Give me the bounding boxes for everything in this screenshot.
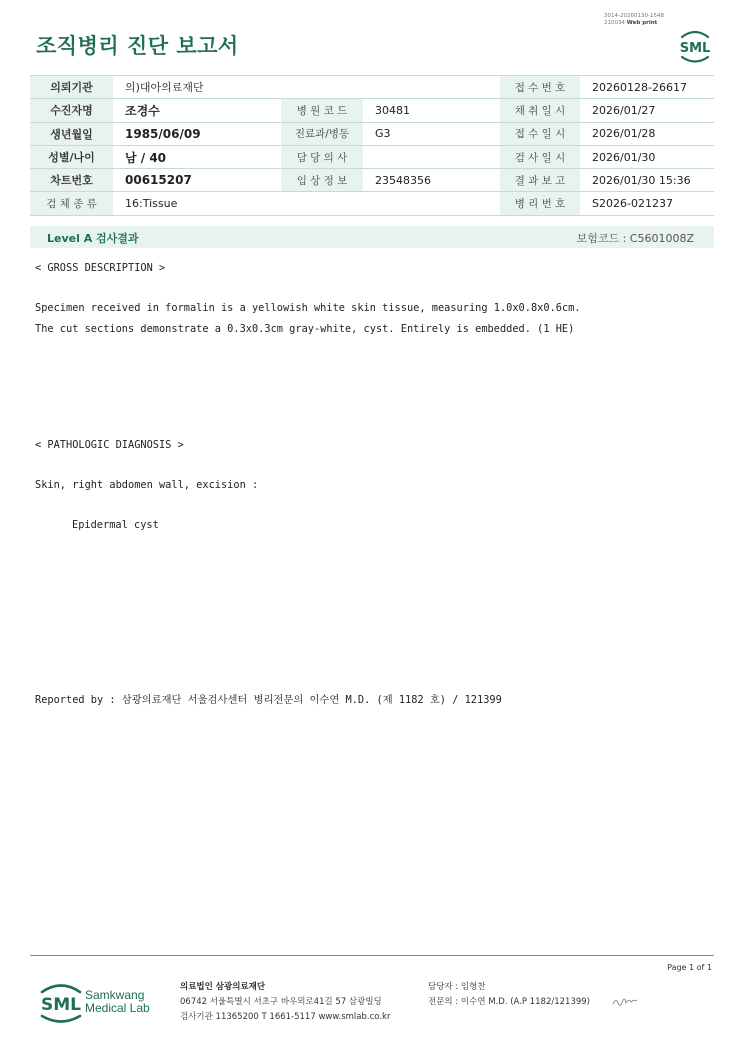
empty-cell bbox=[281, 192, 363, 215]
print-id: 3014-20260130-1548 bbox=[604, 13, 664, 19]
label-hospital-code: 병 원 코 드 bbox=[281, 99, 363, 122]
result-level: Level A 검사결과 bbox=[47, 232, 139, 245]
label-specimen-type: 검 체 종 류 bbox=[30, 192, 113, 215]
table-row bbox=[30, 145, 714, 168]
value-specimen-type: 16:Tissue bbox=[113, 192, 281, 215]
table-row bbox=[30, 99, 714, 122]
value-requesting-institution: 의)대아의료재단 bbox=[113, 76, 281, 99]
empty-cell bbox=[363, 76, 500, 99]
sml-logo-text: SML bbox=[679, 41, 711, 56]
value-hospital-code: 30481 bbox=[363, 99, 500, 122]
print-mode: Web print bbox=[626, 20, 658, 26]
print-meta bbox=[604, 13, 664, 27]
value-chart-number: 00615207 bbox=[113, 169, 281, 192]
value-attending-doctor bbox=[363, 145, 500, 168]
reported-by: Reported by : 삼광의료재단 서울검사센터 병리전문의 이수연 M.D. (제 1182 호) / 121399 bbox=[35, 694, 502, 706]
organization-name: 의료법인 삼광의료재단 bbox=[180, 982, 266, 992]
sml-footer-logo-icon bbox=[38, 980, 84, 1026]
label-collection-date: 채 취 일 시 bbox=[500, 99, 580, 122]
table-row bbox=[30, 122, 714, 145]
label-received-date: 접 수 일 시 bbox=[500, 122, 580, 145]
value-received-date: 2026/01/28 bbox=[580, 122, 714, 145]
gross-line-1: Specimen received in formalin is a yellowish white skin tissue, measuring 1.0x0.8x0.6cm. bbox=[35, 302, 581, 314]
staff-name: 임형찬 bbox=[460, 982, 486, 992]
company-name bbox=[85, 989, 150, 1015]
label-sex-age: 성별/나이 bbox=[30, 145, 113, 168]
staff-info bbox=[428, 980, 590, 1010]
gross-heading: < GROSS DESCRIPTION > bbox=[35, 262, 166, 274]
organization-address: 06742 서울특별시 서초구 바우뫼로41길 57 삼광빌딩 bbox=[180, 997, 382, 1007]
label-clinical-info: 임 상 정 보 bbox=[281, 169, 363, 192]
table-row bbox=[30, 76, 714, 99]
organization-info bbox=[180, 980, 390, 1025]
table-row bbox=[30, 192, 714, 215]
insurance-code: 보험코드 : C5601008Z bbox=[576, 232, 694, 245]
value-sex-age: 남 / 40 bbox=[113, 145, 281, 168]
label-patient-name: 수진자명 bbox=[30, 99, 113, 122]
label-birth-date: 생년월일 bbox=[30, 122, 113, 145]
label-department-ward: 진료과/병동 bbox=[281, 122, 363, 145]
value-department-ward: G3 bbox=[363, 122, 500, 145]
value-birth-date: 1985/06/09 bbox=[113, 122, 281, 145]
company-line-2: Medical Lab bbox=[85, 1001, 150, 1015]
label-pathology-number: 병 리 번 호 bbox=[500, 192, 580, 215]
print-time: 210034 bbox=[604, 20, 625, 26]
diagnosis-heading: < PATHOLOGIC DIAGNOSIS > bbox=[35, 439, 184, 451]
value-test-date: 2026/01/30 bbox=[580, 145, 714, 168]
sml-footer-logo-text: SML bbox=[41, 995, 81, 1015]
specialist-label: 전문의 : bbox=[428, 997, 459, 1007]
patient-info-table bbox=[30, 75, 714, 216]
organization-contact: 검사기관 11365200 T 1661-5117 www.smlab.co.kr bbox=[180, 1012, 391, 1022]
label-requesting-institution: 의뢰기관 bbox=[30, 76, 113, 99]
label-result-report: 결 과 보 고 bbox=[500, 169, 580, 192]
label-attending-doctor: 담 당 의 사 bbox=[281, 145, 363, 168]
company-line-1: Samkwang bbox=[85, 988, 145, 1002]
value-accession-number: 20260128-26617 bbox=[580, 76, 714, 99]
label-test-date: 검 사 일 시 bbox=[500, 145, 580, 168]
value-patient-name: 조경수 bbox=[113, 99, 281, 122]
report-title: 조직병리 진단 보고서 bbox=[36, 34, 239, 58]
result-level-bar bbox=[30, 226, 714, 248]
label-accession-number: 접 수 번 호 bbox=[500, 76, 580, 99]
page-number: Page 1 of 1 bbox=[667, 963, 712, 972]
specialist-name: 이수연 M.D. (A.P 1182/121399) bbox=[460, 997, 590, 1007]
value-pathology-number: S2026-021237 bbox=[580, 192, 714, 215]
empty-cell bbox=[363, 192, 500, 215]
footer-divider bbox=[30, 955, 714, 956]
table-row bbox=[30, 169, 714, 192]
empty-cell bbox=[281, 76, 363, 99]
sml-logo-icon bbox=[676, 28, 714, 66]
value-clinical-info: 23548356 bbox=[363, 169, 500, 192]
gross-line-2: The cut sections demonstrate a 0.3x0.3cm gray-white, cyst. Entirely is embedded. (1 HE) bbox=[35, 323, 575, 335]
value-collection-date: 2026/01/27 bbox=[580, 99, 714, 122]
diagnosis-site: Skin, right abdomen wall, excision : bbox=[35, 479, 259, 491]
diagnosis-result: Epidermal cyst bbox=[72, 519, 159, 531]
signature-icon bbox=[612, 995, 638, 1007]
label-chart-number: 차트번호 bbox=[30, 169, 113, 192]
staff-label: 담당자 : bbox=[428, 982, 459, 992]
value-result-report: 2026/01/30 15:36 bbox=[580, 169, 714, 192]
